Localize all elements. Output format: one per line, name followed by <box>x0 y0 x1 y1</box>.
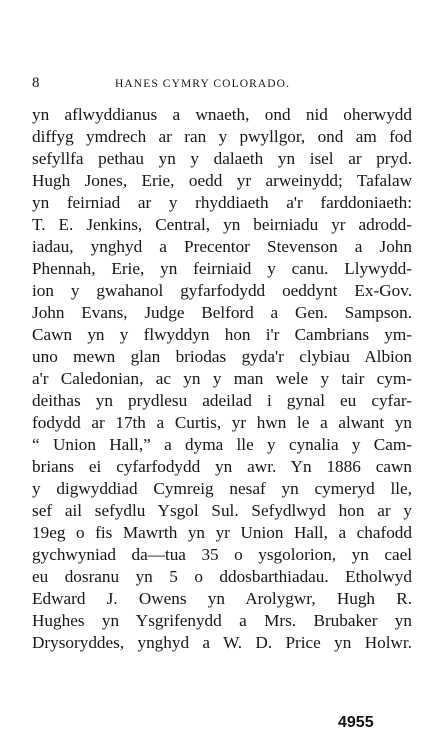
text-line: “ Union Hall,” a dyma lle y cynalia y Cam- <box>32 435 412 454</box>
text-line: Cawn yn y flwyddyn hon i'r Cambrians ym- <box>32 325 412 344</box>
text-line: brians ei cyfarfodydd yn awr. Yn 1886 cawn <box>32 457 412 476</box>
text-line: Drysoryddes, ynghyd a W. D. Price yn Holwr. <box>32 633 412 652</box>
text-line: eu dosranu yn 5 o ddosbarthiadau. Etholwyd <box>32 567 412 586</box>
text-line: John Evans, Judge Belford a Gen. Sampson. <box>32 303 412 322</box>
text-line: yn feirniad ar y rhyddiaeth a'r farddoniaeth: <box>32 193 412 212</box>
text-line: iadau, ynghyd a Precentor Stevenson a John <box>32 237 412 256</box>
text-line: sefyllfa pethau yn y dalaeth yn isel ar pryd. <box>32 149 412 168</box>
running-title: HANES CYMRY COLORADO. <box>115 78 291 90</box>
text-line: uno mewn glan briodas gyda'r clybiau Albion <box>32 347 412 366</box>
text-line: yn aflwyddianus a wnaeth, ond nid oherwydd <box>32 105 412 124</box>
text-line: T. E. Jenkins, Central, yn beirniadu yr adrodd- <box>32 215 412 234</box>
text-line: a'r Caledonian, ac yn y man wele y tair cym- <box>32 369 412 388</box>
text-line: Hugh Jones, Erie, oedd yr arweinydd; Tafalaw <box>32 171 412 190</box>
body-text <box>32 104 412 654</box>
text-line: Hughes yn Ysgrifenydd a Mrs. Brubaker yn <box>32 611 412 630</box>
text-line: ion y gwahanol gyfarfodydd oeddynt Ex-Gov. <box>32 281 412 300</box>
text-line: Phennah, Erie, yn feirniaid y canu. Llywydd- <box>32 259 412 278</box>
text-line: sef ail sefydlu Ysgol Sul. Sefydlwyd hon ar y <box>32 501 412 520</box>
page-number: 8 <box>32 75 40 91</box>
text-line: deithas yn prydlesu adeilad i gynal eu cyfar- <box>32 391 412 410</box>
text-line: Edward J. Owens yn Arolygwr, Hugh R. <box>32 589 412 608</box>
text-line: y digwyddiad Cymreig nesaf yn cymeryd lle, <box>32 479 412 498</box>
text-line: 19eg o fis Mawrth yn yr Union Hall, a chafodd <box>32 523 412 542</box>
text-line: gychwyniad da—tua 35 o ysgolorion, yn cael <box>32 545 412 564</box>
text-line: diffyg ymdrech ar ran y pwyllgor, ond am fod <box>32 127 412 146</box>
text-line: fodydd ar 17th a Curtis, yr hwn le a alwant yn <box>32 413 412 432</box>
accession-number: 4955 <box>338 714 374 731</box>
